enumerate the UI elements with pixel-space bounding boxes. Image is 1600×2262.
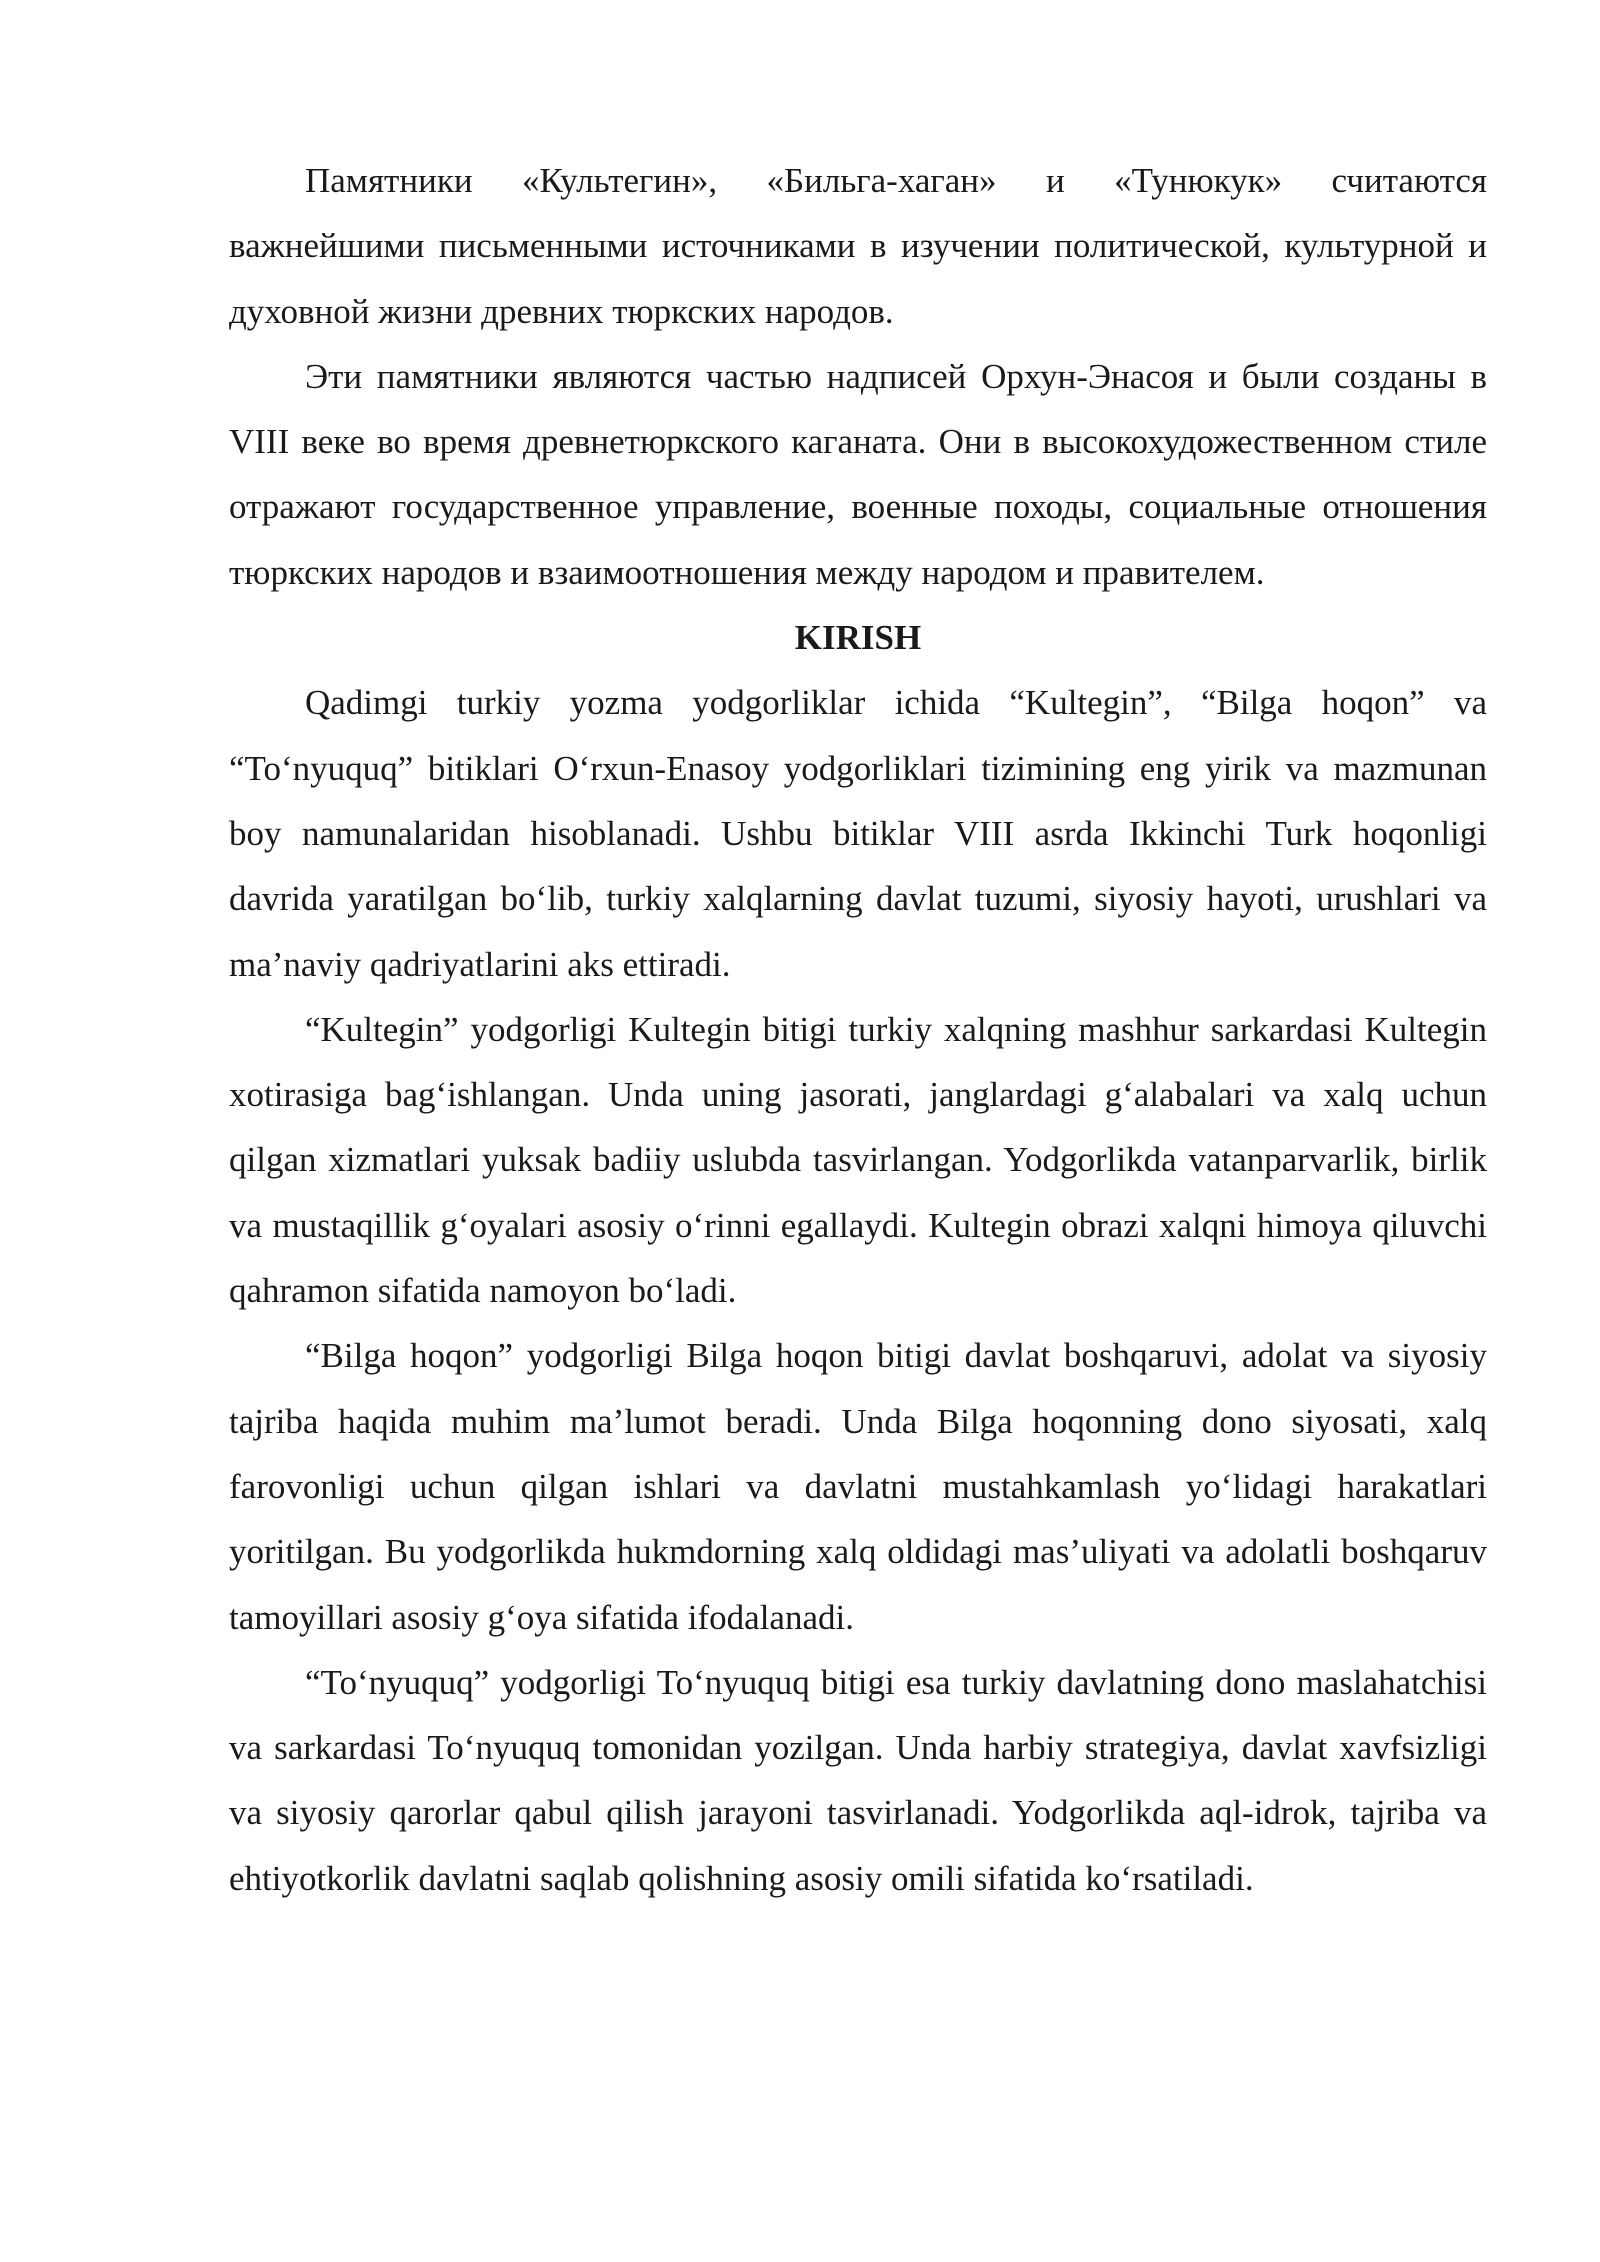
paragraph-uz-1: Qadimgi turkiy yozma yodgorliklar ichida “Kultegin”, “Bilga hoqon” va “To‘nyuquq” bitiklari O‘rxun-Enasoy yodgorliklari tizimining eng yirik va mazmunan boy namunalaridan hisoblanadi. Ushbu bitiklar VIII asrda Ikkinchi Turk hoqonligi davrida yaratilgan bo‘lib, turkiy xalqlarning davlat tuzumi, siyosiy hayoti, urushlari va ma’naviy qadriyatlarini aks ettiradi. [229,683,1487,984]
paragraph-ru-1: Памятники «Культегин», «Бильга-хаган» и «Тунюкук» считаются важнейшими письменными источниками в изучении политической, культурной и духовной жизни древних тюркских народов. [229,161,1487,331]
document-body [229,148,1487,1911]
section-heading: KIRISH [794,618,922,658]
paragraph-uz-2: “Kultegin” yodgorligi Kultegin bitigi turkiy xalqning mashhur sarkardasi Kultegin xotirasiga bag‘ishlangan. Unda uning jasorati, janglardagi g‘alabalari va xalq uchun qilgan xizmatlari yuksak badiiy uslubda tasvirlangan. Yodgorlikda vatanparvarlik, birlik va mustaqillik g‘oyalari asosiy o‘rinni egallaydi. Kultegin obrazi xalqni himoya qiluvchi qahramon sifatida namoyon bo‘ladi. [229,1009,1487,1311]
paragraph-uz-4: “To‘nyuquq” yodgorligi To‘nyuquq bitigi esa turkiy davlatning dono maslahatchisi va sarkardasi To‘nyuquq tomonidan yozilgan. Unda harbiy strategiya, davlat xavfsizligi va siyosiy qarorlar qabul qilish jarayoni tasvirlanadi. Yodgorlikda aql-idrok, tajriba va ehtiyotkorlik davlatni saqlab qolishning asosiy omili sifatida ko‘rsatiladi. [229,1662,1487,1898]
paragraph-uz-3: “Bilga hoqon” yodgorligi Bilga hoqon bitigi davlat boshqaruvi, adolat va siyosiy tajriba haqida muhim ma’lumot beradi. Unda Bilga hoqonning dono siyosati, xalq farovonligi uchun qilgan ishlari va davlatni mustahkamlash yo‘lidagi harakatlari yoritilgan. Bu yodgorlikda hukmdorning xalq oldidagi mas’uliyati va adolatli boshqaruv tamoyillari asosiy g‘oya sifatida ifodalanadi. [229,1336,1487,1637]
paragraph-ru-2: Эти памятники являются частью надписей Орхун-Энасоя и были созданы в VIII веке во время древнетюркского каганата. Они в высокохудожественном стиле отражают государственное управление, военные походы, социальные отношения тюркских народов и взаимоотношения между народом и правителем. [229,356,1487,592]
